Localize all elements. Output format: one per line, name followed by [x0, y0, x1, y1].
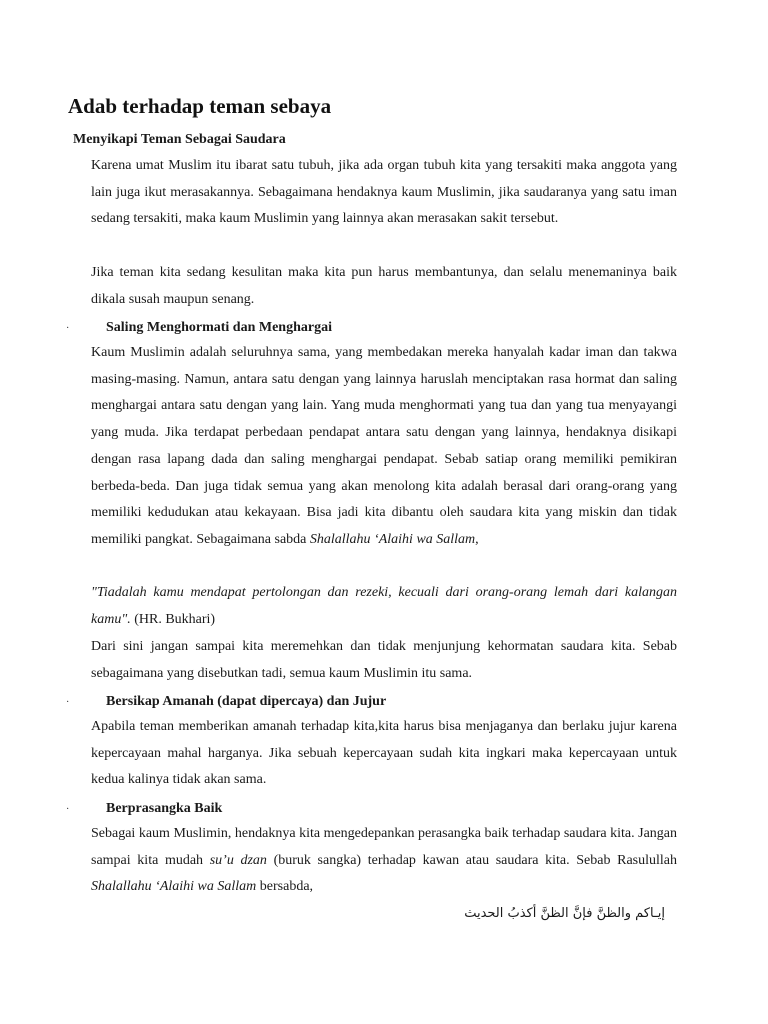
section-heading-text: Bersikap Amanah (dapat dipercaya) dan Jujur: [106, 694, 387, 709]
paragraph-text-a: Sebagai kaum Muslimin, hendaknya kita mengedepankan perasangka baik terhadap saudara kita. Jangan sampai kita mudah: [91, 826, 677, 868]
bullet-dot: ·: [66, 804, 70, 815]
quote-source: (HR. Bukhari): [130, 611, 216, 627]
italic-honorific: Shalallahu ‘Alaihi wa Sallam: [91, 879, 257, 895]
paragraph-prasangka: [91, 821, 677, 901]
paragraph-menghormati-2: Dari sini jangan sampai kita meremehkan dan tidak menjunjung kehormatan saudara kita. Sebab sebagaimana yang disebutkan tadi, semua kaum Muslimin itu sama.: [91, 639, 677, 681]
paragraph-menghormati-1: [91, 340, 677, 554]
paragraph-saudara-1: Karena umat Muslim itu ibarat satu tubuh, jika ada organ tubuh kita yang tersakiti maka anggota yang lain juga ikut merasakannya. Sebagaimana hendaknya kaum Muslimin, jika saudaranya yang satu iman sedang tersakiti, maka kaum Muslimin yang lainnya akan merasakan sakit tersebut.: [91, 158, 677, 227]
page-title: Adab terhadap teman sebaya: [68, 94, 332, 118]
arabic-hadith: إيـاكم والظنَّ فإنَّ الظنَّ أكذبُ الحديث: [464, 906, 665, 921]
bullet-dot: ·: [66, 697, 70, 708]
section-heading-amanah: [66, 692, 686, 713]
paragraph-text-end: ,: [475, 531, 479, 547]
paragraph-amanah: Apabila teman memberikan amanah terhadap kita,kita harus bisa menjaganya dan berlaku jujur karena kepercayaan mahal harganya. Jika sebuah kepercayaan sudah kita ingkari maka kepercayaan untuk kedua kalinya tidak akan sama.: [91, 719, 677, 788]
paragraph-text: Kaum Muslimin adalah seluruhnya sama, yang membedakan mereka hanyalah kadar iman dan takwa masing-masing. Namun, antara satu dengan yang lainnya haruslah menciptakan rasa hormat dan saling menghargai antara satu dengan yang lain. Yang muda menghormati yang tua dan yang tua menyayangi yang muda. Jika terdapat perbedaan pendapat antara satu dengan yang lainnya, hendaknya disikapi dengan rasa lapang dada dan saling menghargai pendapat. Sebab satiap orang memiliki pemikiran berbeda-beda. Dan juga tidak semua yang akan menolong kita adalah berasal dari orang-orang yang memiliki kedudukan atau kekayaan. Bisa jadi kita dibantu oleh saudara kita yang miskin dan tidak memiliki pangkat. Sebagaimana sabda: [91, 345, 677, 547]
italic-term: su’u dzan: [209, 852, 267, 868]
quote-text: "Tiadalah kamu mendapat pertolongan dan rezeki, kecuali dari orang-orang lemah dari kalangan kamu".: [91, 585, 677, 627]
section-heading-prasangka: [66, 799, 686, 820]
italic-honorific: Shalallahu ‘Alaihi wa Sallam: [309, 531, 476, 547]
section-heading-menghormati: [66, 318, 686, 339]
paragraph-saudara-2: Jika teman kita sedang kesulitan maka kita pun harus membantunya, dan selalu menemaninya baik dikala susah maupun senang.: [91, 265, 677, 307]
paragraph-text-c: bersabda,: [256, 879, 314, 895]
hadith-quote: [91, 580, 677, 633]
section-heading-text: Berprasangka Baik: [106, 801, 223, 816]
section-heading-text: Saling Menghormati dan Menghargai: [106, 320, 332, 335]
paragraph-text-b: (buruk sangka) terhadap kawan atau saudara kita. Sebab Rasulullah: [266, 852, 677, 868]
bullet-dot: ·: [66, 323, 70, 334]
section-heading-saudara: Menyikapi Teman Sebagai Saudara: [73, 132, 286, 147]
